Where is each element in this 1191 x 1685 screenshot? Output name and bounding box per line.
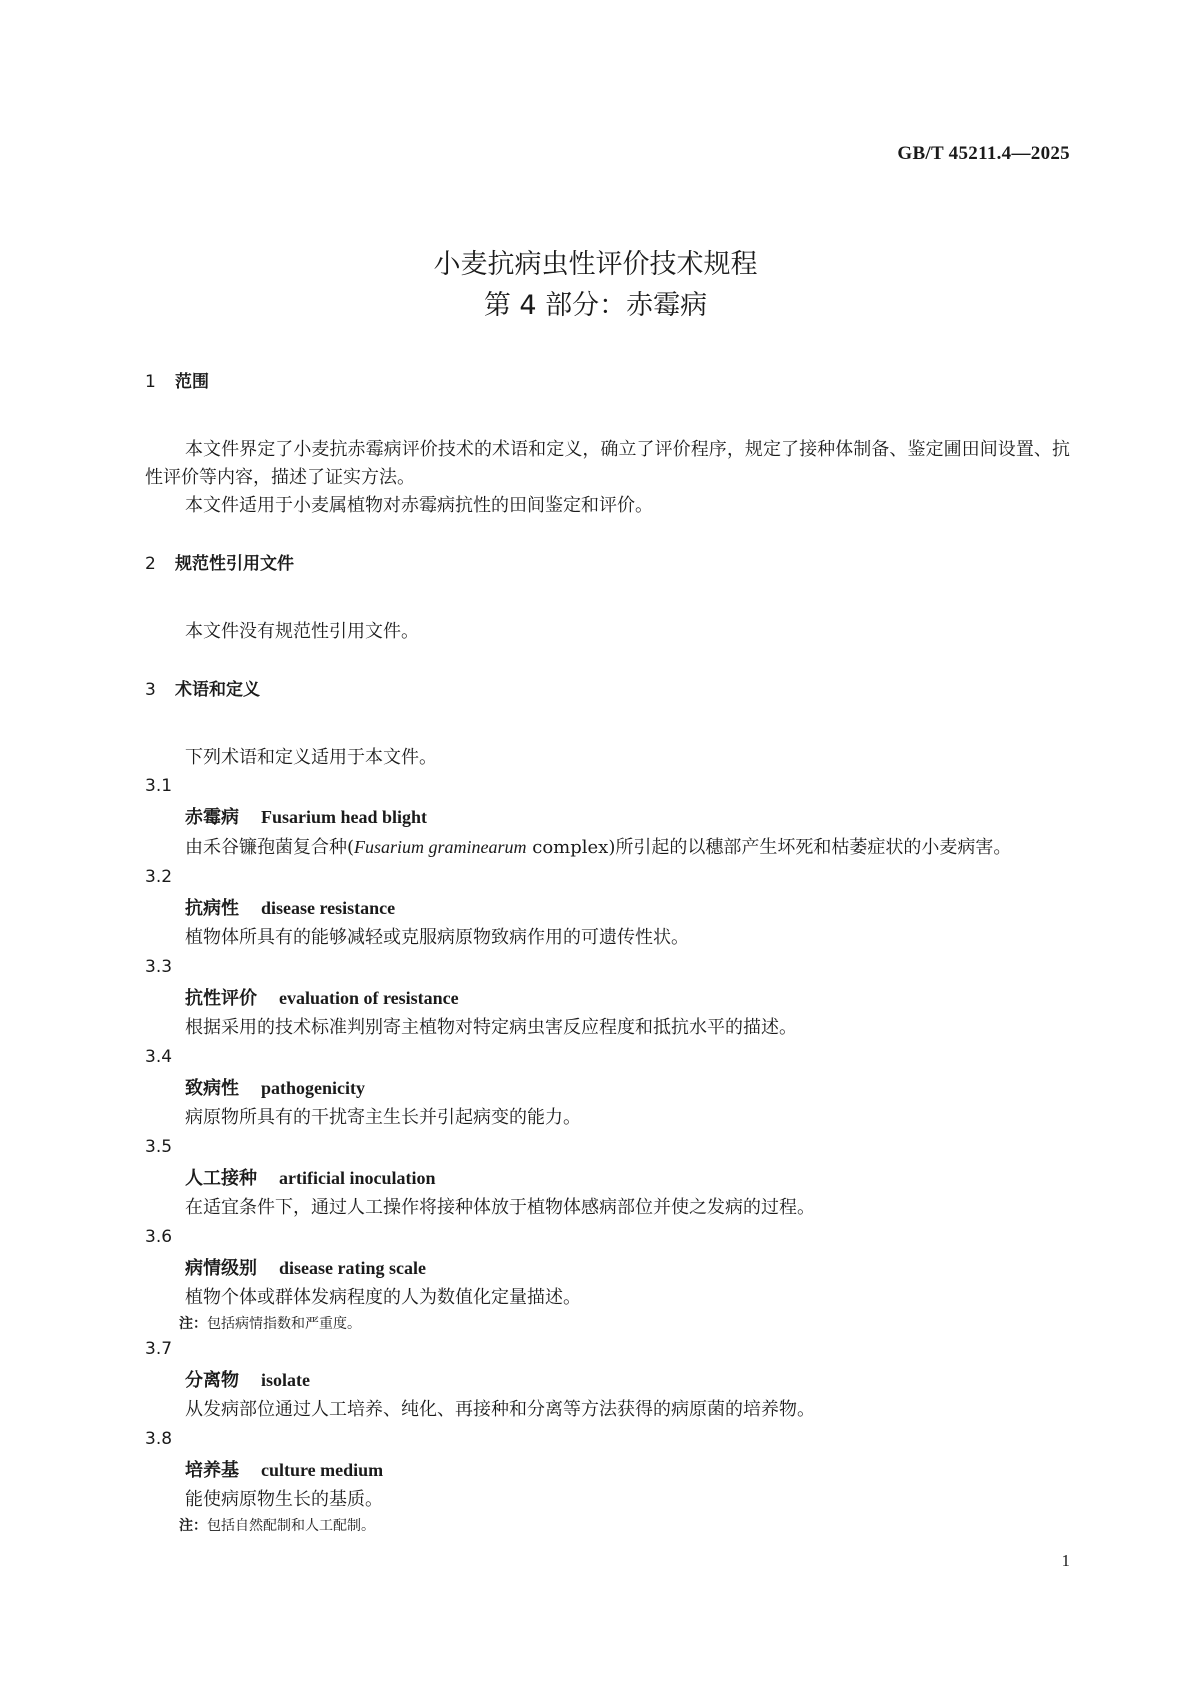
term-note [145, 1515, 1070, 1537]
term-definition: 能使病原物生长的基质。 [185, 1489, 383, 1510]
document-subtitle: 第 4 部分：赤霉病 [483, 290, 708, 321]
paragraph: 本文件没有规范性引用文件。 [185, 621, 419, 642]
term-zh: 抗病性 [185, 898, 239, 919]
section-number: 3 [145, 680, 156, 700]
term-number: 3.4 [145, 1047, 173, 1067]
term-en: artificial inoculation [279, 1168, 436, 1188]
note-text: 包括自然配制和人工配制。 [207, 1518, 375, 1534]
term-number: 3.1 [145, 776, 173, 796]
term-entry [145, 1073, 1070, 1103]
term-number: 3.7 [145, 1339, 173, 1359]
term-en: pathogenicity [261, 1078, 366, 1098]
term-definition: 由禾谷镰孢菌复合种(Fusarium graminearum complex)所引起的以穗部产生坏死和枯萎症状的小麦病害。 [185, 837, 1012, 858]
section-number: 1 [145, 372, 156, 392]
section-title: 术语和定义 [175, 680, 260, 700]
term-number: 3.3 [145, 957, 173, 977]
term-entry [145, 1455, 1070, 1485]
note-text: 包括病情指数和严重度。 [207, 1316, 361, 1332]
term-entry [145, 983, 1070, 1013]
section-title: 规范性引用文件 [175, 554, 294, 574]
term-entry [145, 1253, 1070, 1283]
section-heading-scope [145, 368, 1070, 396]
term-zh: 培养基 [185, 1460, 239, 1481]
section-heading-terms [145, 676, 1070, 704]
term-en: disease resistance [261, 898, 396, 918]
term-en: culture medium [261, 1460, 384, 1480]
term-entry [145, 893, 1070, 923]
page-number: 1 [1061, 1551, 1070, 1570]
term-en: evaluation of resistance [279, 988, 459, 1008]
section-heading-normative-references [145, 550, 1070, 578]
term-en: disease rating scale [279, 1258, 426, 1278]
note-label: 注： [179, 1316, 207, 1332]
section-title: 范围 [175, 372, 209, 392]
term-definition: 在适宜条件下，通过人工操作将接种体放于植物体感病部位并使之发病的过程。 [185, 1197, 815, 1218]
term-definition: 根据采用的技术标准判别寄主植物对特定病虫害反应程度和抵抗水平的描述。 [185, 1017, 797, 1038]
document-body [145, 368, 1070, 1537]
term-en: Fusarium head blight [261, 807, 428, 827]
term-definition: 从发病部位通过人工培养、纯化、再接种和分离等方法获得的病原菌的培养物。 [185, 1399, 815, 1420]
term-zh: 分离物 [185, 1370, 239, 1391]
paragraph: 下列术语和定义适用于本文件。 [185, 747, 437, 768]
term-definition: 植物体所具有的能够减轻或克服病原物致病作用的可遗传性状。 [185, 927, 689, 948]
term-en: isolate [261, 1370, 310, 1390]
term-zh: 人工接种 [185, 1168, 257, 1189]
term-entry [145, 1163, 1070, 1193]
term-number: 3.2 [145, 867, 173, 887]
term-definition: 病原物所具有的干扰寄主生长并引起病变的能力。 [185, 1107, 581, 1128]
term-zh: 抗性评价 [185, 988, 257, 1009]
standard-number: GB/T 45211.4—2025 [897, 143, 1070, 164]
term-entry [145, 802, 1070, 832]
term-number: 3.8 [145, 1429, 173, 1449]
term-zh: 病情级别 [185, 1258, 257, 1279]
paragraph: 本文件适用于小麦属植物对赤霉病抗性的田间鉴定和评价。 [185, 495, 653, 516]
term-number: 3.6 [145, 1227, 173, 1247]
term-entry [145, 1365, 1070, 1395]
section-number: 2 [145, 554, 156, 574]
term-definition: 植物个体或群体发病程度的人为数值化定量描述。 [185, 1287, 581, 1308]
document-title: 小麦抗病虫性评价技术规程 [433, 249, 758, 280]
term-note [145, 1313, 1070, 1335]
paragraph: 本文件界定了小麦抗赤霉病评价技术的术语和定义，确立了评价程序，规定了接种体制备、鉴定圃田间设置、抗性评价等内容，描述了证实方法。 [145, 439, 1070, 488]
term-number: 3.5 [145, 1137, 173, 1157]
note-label: 注： [179, 1518, 207, 1534]
term-zh: 致病性 [185, 1078, 239, 1099]
term-zh: 赤霉病 [185, 807, 239, 828]
